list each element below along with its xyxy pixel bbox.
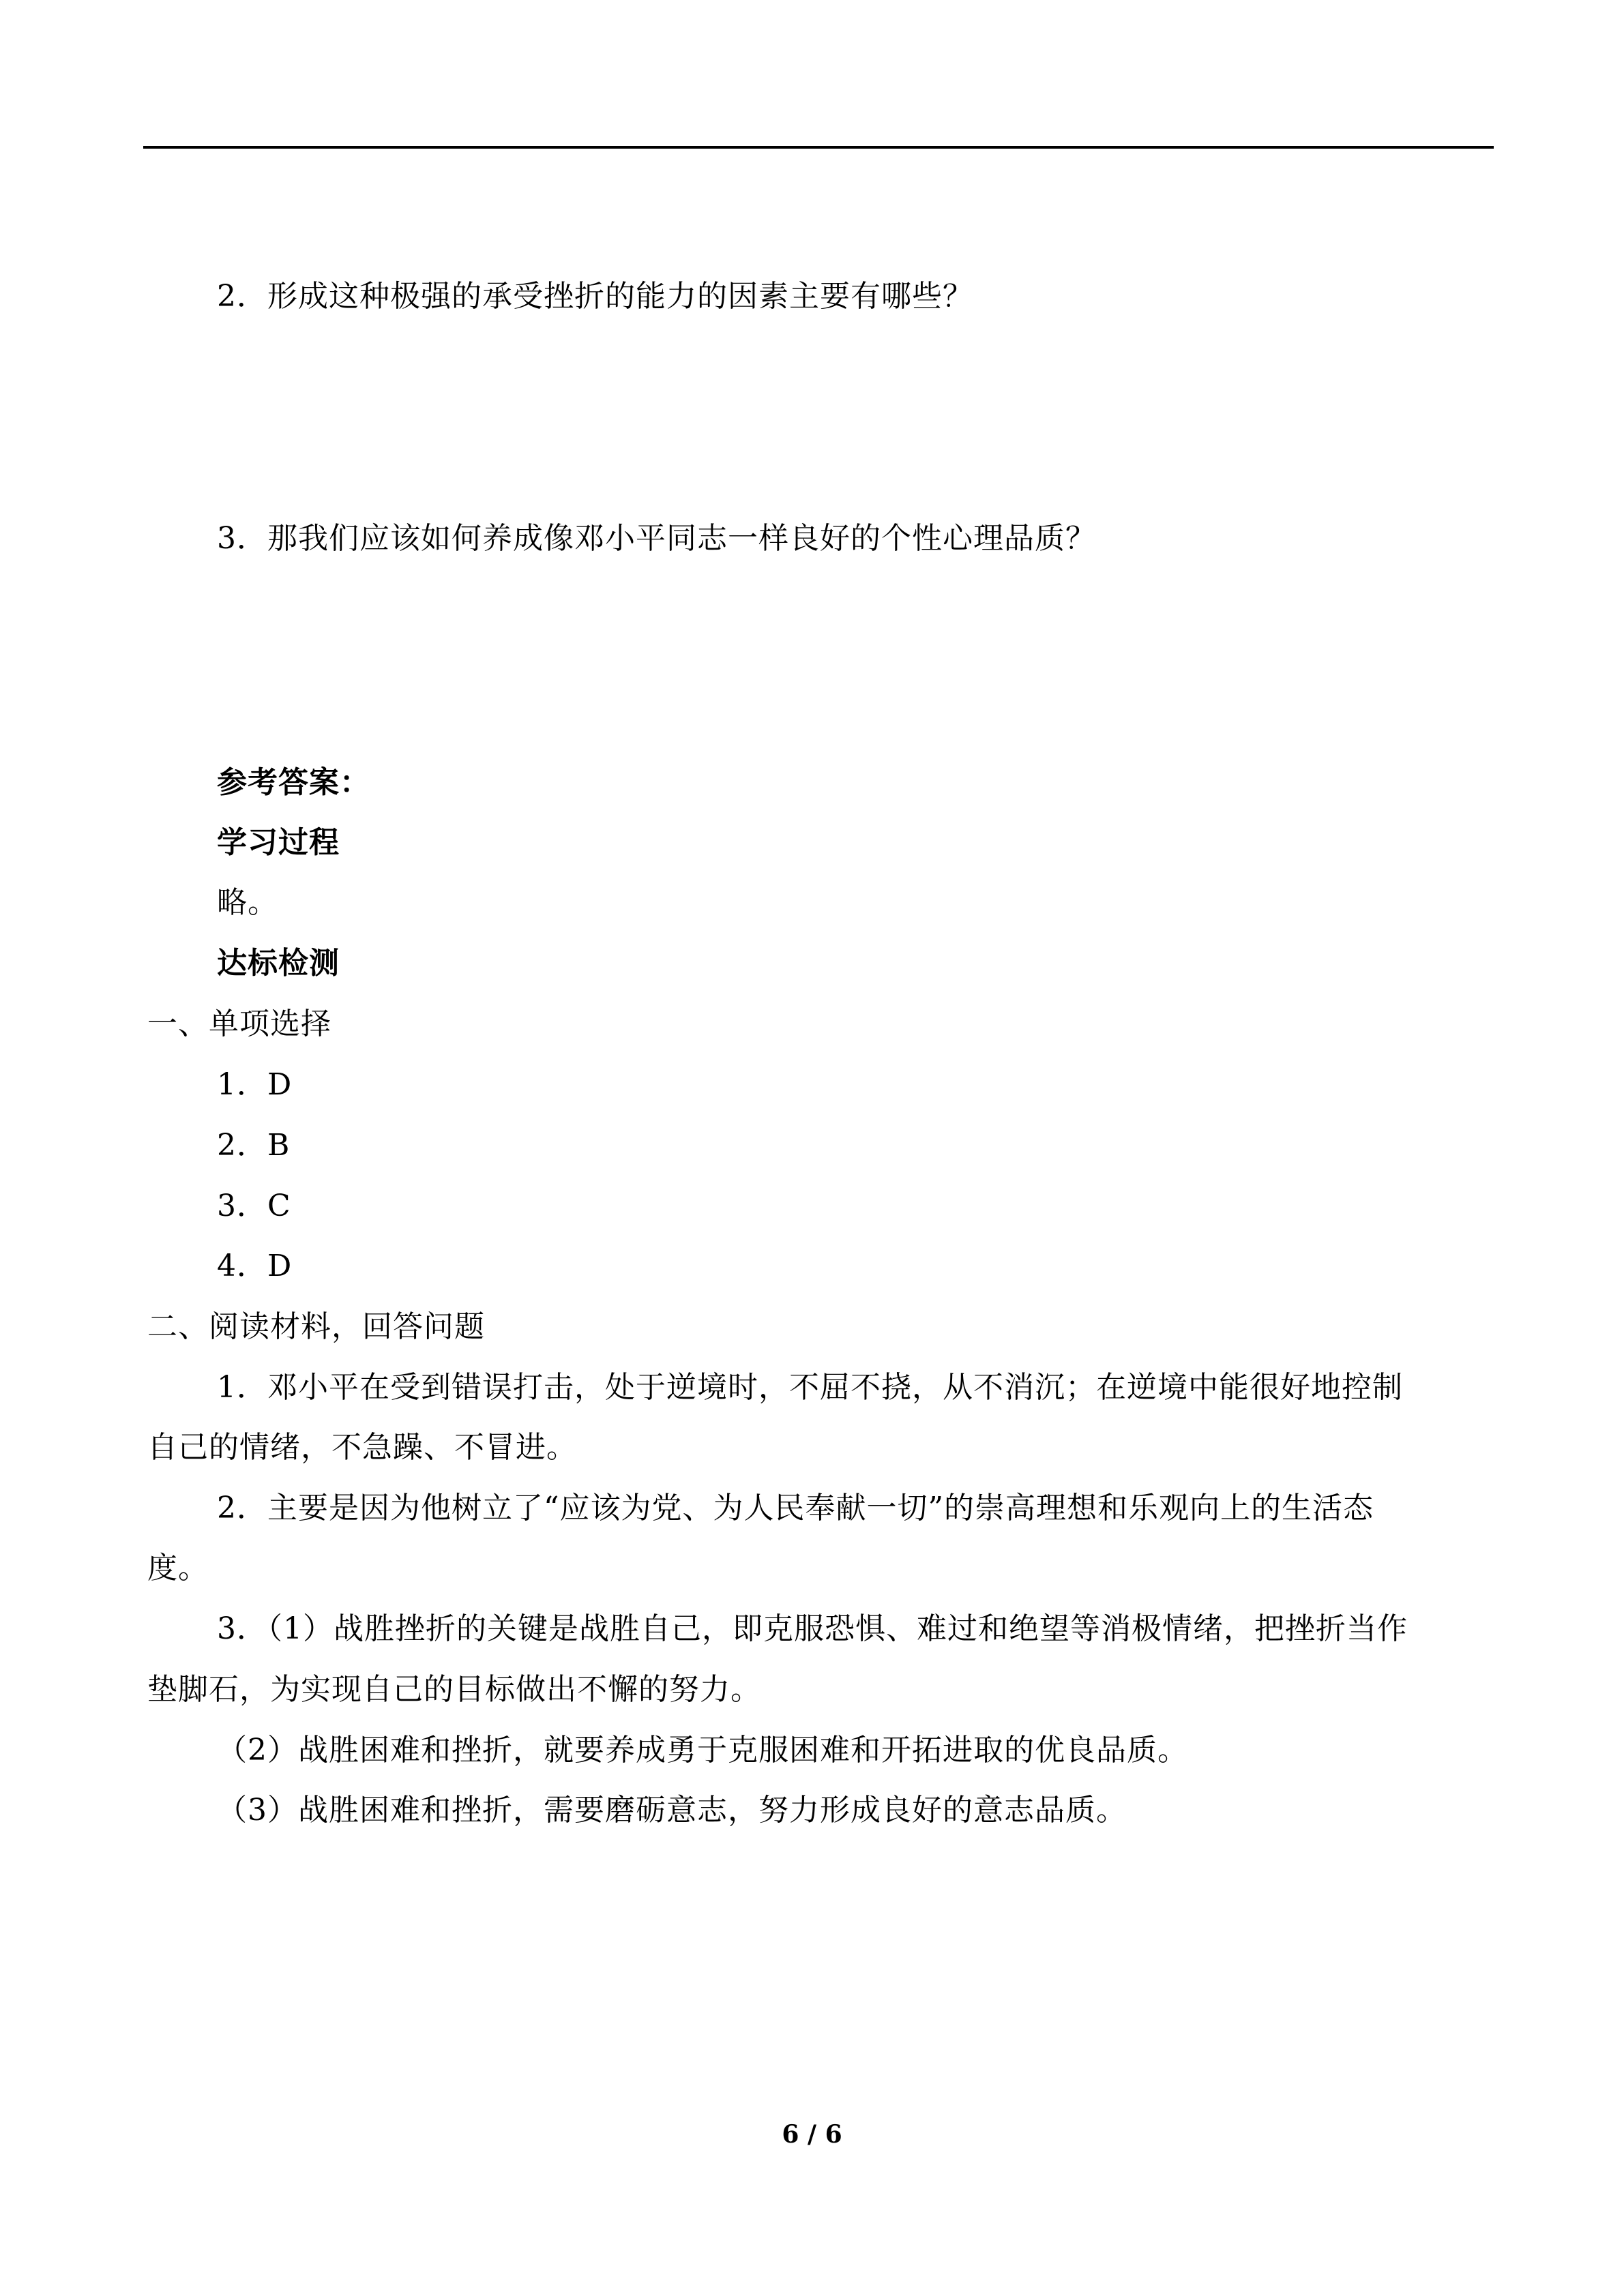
assessment-title: 达标检测: [217, 946, 340, 981]
single-choice-title: 一、单项选择: [147, 1007, 331, 1041]
reading-answer-3-line-1: 3．（1）战胜挫折的关键是战胜自己，即克服恐惧、难过和绝望等消极情绪，把挫折当作: [217, 1611, 1408, 1646]
question-2: 2．形成这种极强的承受挫折的能力的因素主要有哪些？: [217, 279, 973, 314]
choice-answer-4: 4．D: [217, 1249, 293, 1283]
answers-heading: 参考答案：: [217, 765, 370, 800]
reading-answer-1-line-2: 自己的情绪，不急躁、不冒进。: [147, 1430, 577, 1465]
choice-answer-3: 3．C: [217, 1189, 291, 1223]
learning-process-title: 学习过程: [217, 825, 340, 860]
reading-answer-3-line-2: 垫脚石，为实现自己的目标做出不懈的努力。: [147, 1672, 761, 1707]
reading-answer-3-part-3: （3）战胜困难和挫折，需要磨砺意志，努力形成良好的意志品质。: [217, 1793, 1127, 1828]
header-rule: [143, 146, 1494, 149]
learning-process-text: 略。: [217, 885, 278, 920]
choice-answer-2: 2．B: [217, 1128, 291, 1163]
page-number: 6 / 6: [782, 2120, 842, 2149]
reading-answer-2-line-1: 2．主要是因为他树立了“应该为党、为人民奉献一切”的崇高理想和乐观向上的生活态: [217, 1491, 1374, 1525]
choice-answer-1: 1．D: [217, 1067, 293, 1102]
reading-answer-3-part-2: （2）战胜困难和挫折，就要养成勇于克服困难和开拓进取的优良品质。: [217, 1733, 1188, 1768]
reading-answer-2-line-2: 度。: [147, 1551, 209, 1585]
reading-answer-1-line-1: 1．邓小平在受到错误打击，处于逆境时，不屈不挠，从不消沉；在逆境中能很好地控制: [217, 1370, 1403, 1405]
question-3: 3．那我们应该如何养成像邓小平同志一样良好的个性心理品质？: [217, 521, 1096, 556]
reading-title: 二、阅读材料，回答问题: [147, 1309, 485, 1344]
